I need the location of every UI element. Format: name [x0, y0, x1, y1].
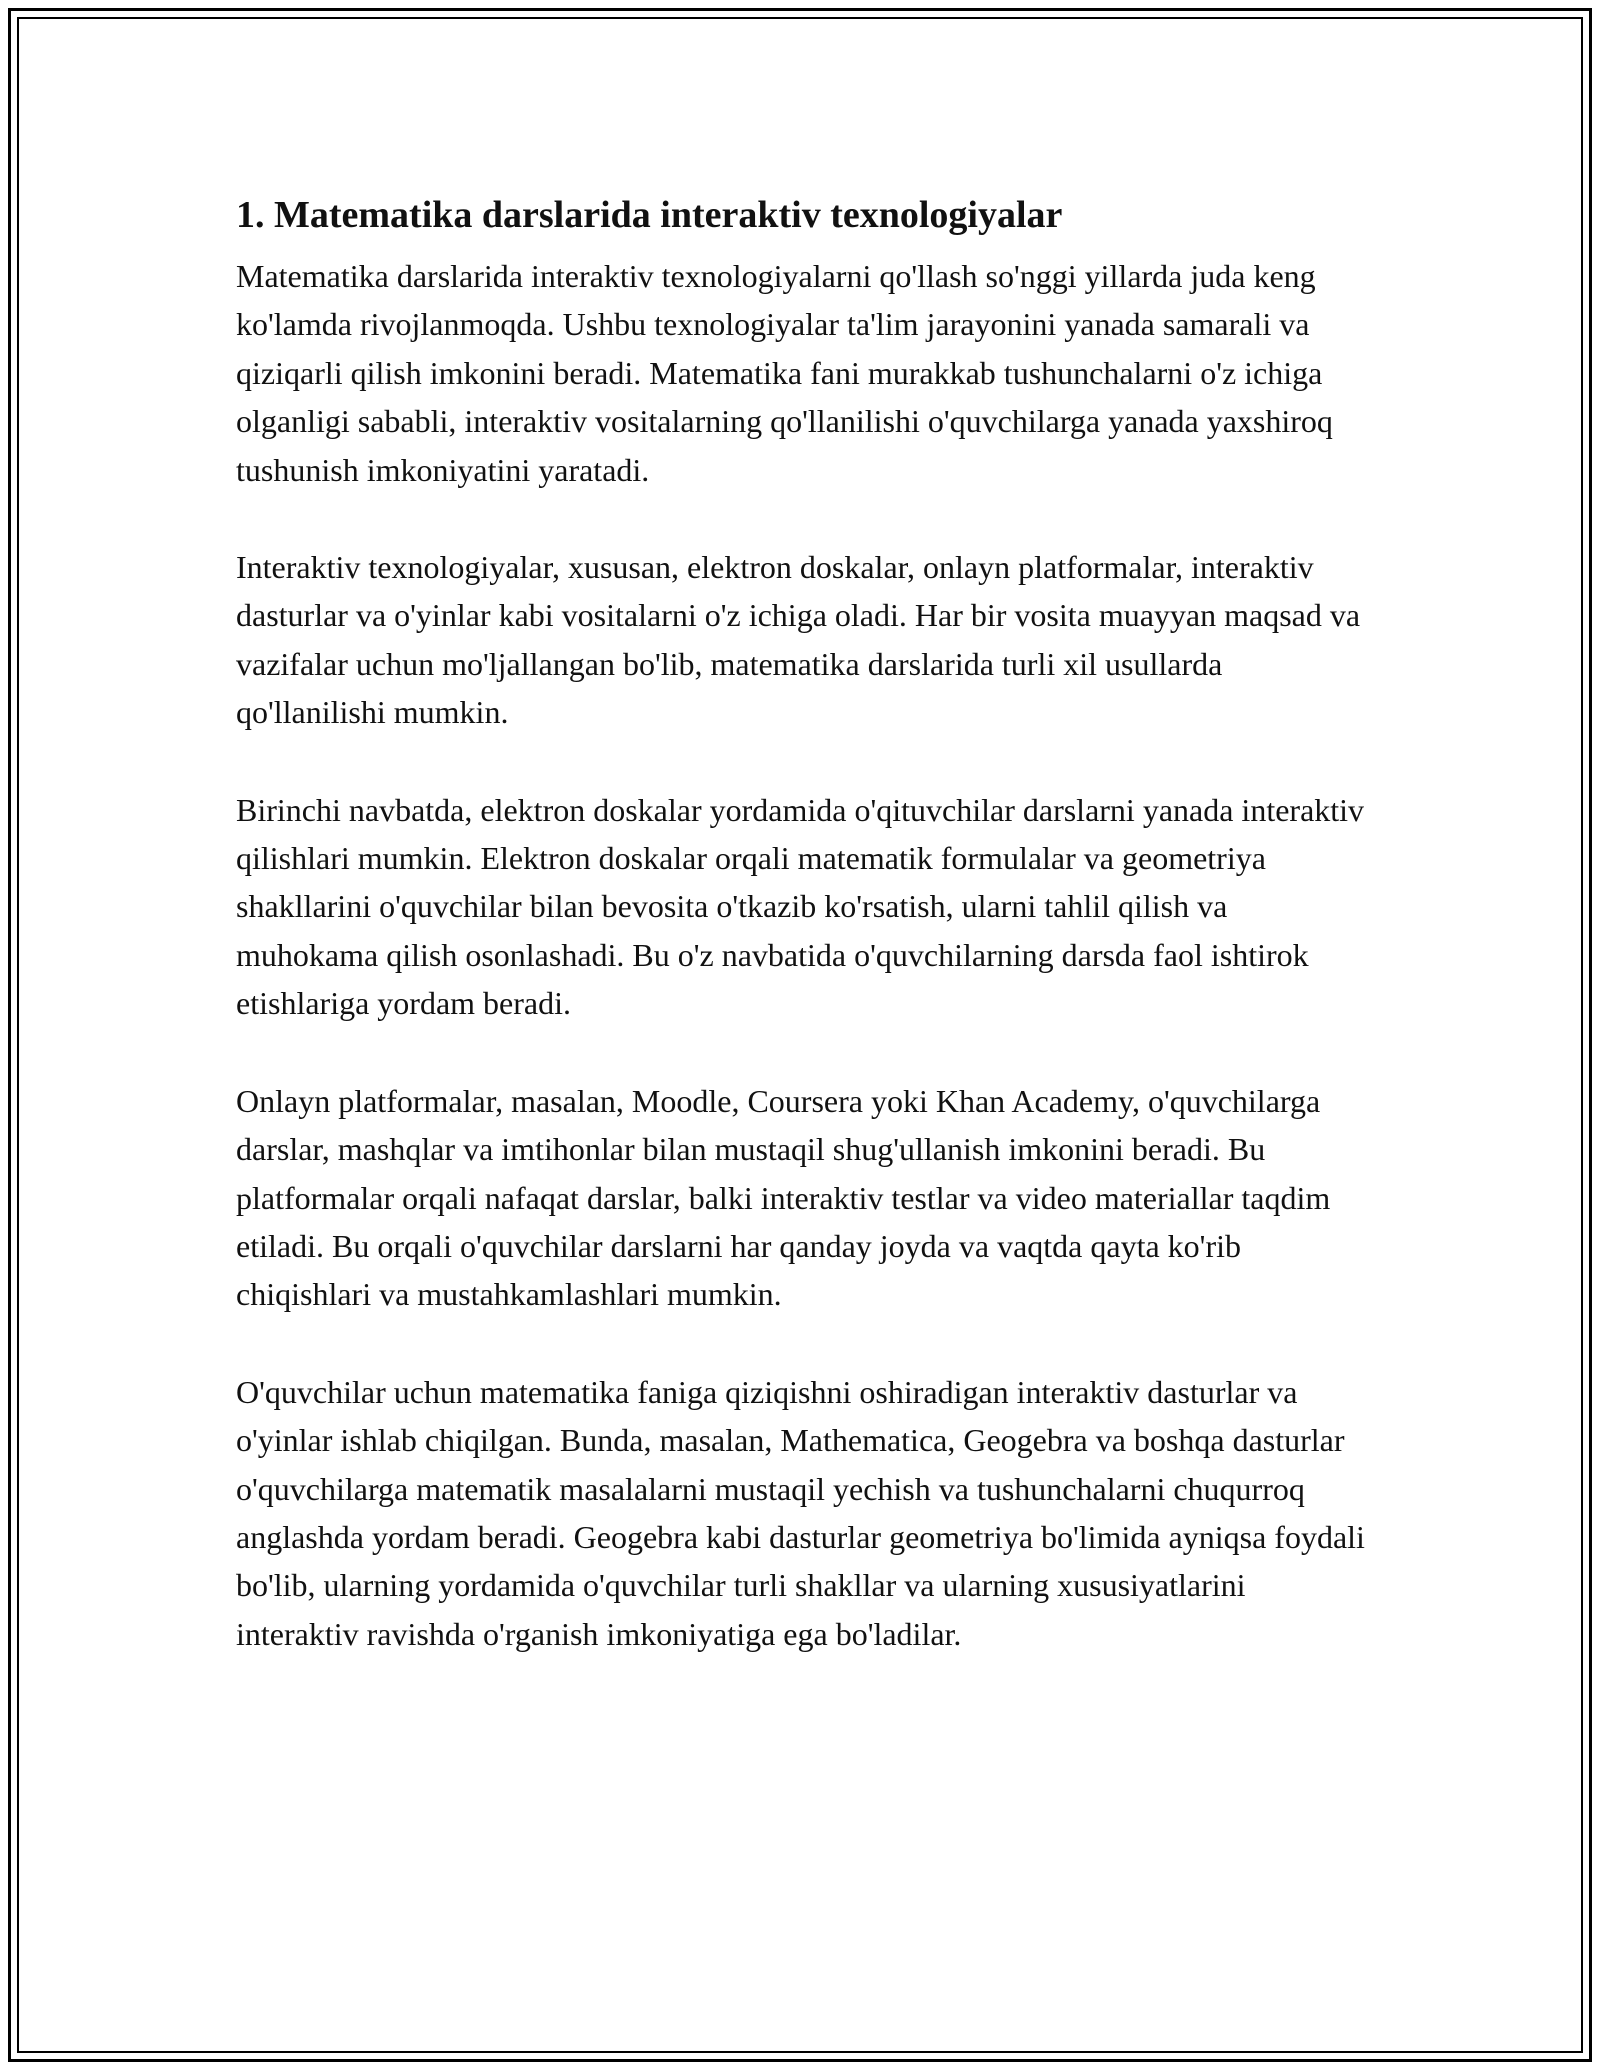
paragraph-4: Onlayn platformalar, masalan, Moodle, Coursera yoki Khan Academy, o'quvchilarga darslar, mashqlar va imtihonlar bilan mustaqil shug'ullanish imkonini beradi. Bu platformalar orqali nafaqat darslar, balki interaktiv testlar va video materiallar taqdim etiladi. Bu orqali o'quvchilar darslarni har qanday joyda va vaqtda qayta ko'rib chiqishlari va mustahkamlashlari mumkin.: [236, 1082, 1331, 1313]
section-heading: 1. Matematika darslarida interaktiv texnologiyalar: [236, 194, 1063, 236]
paragraph-2: Interaktiv texnologiyalar, xususan, elektron doskalar, onlayn platformalar, interaktiv dasturlar va o'yinlar kabi vositalarni o'z ichiga oladi. Har bir vosita muayyan maqsad va vazifalar uchun mo'ljallangan bo'lib, matematika darslarida turli xil usullarda qo'llanilishi mumkin.: [236, 549, 1361, 731]
paragraph-3: Birinchi navbatda, elektron doskalar yordamida o'qituvchilar darslarni yanada interaktiv qilishlari mumkin. Elektron doskalar orqali matematik formulalar va geometriya shakllarini o'quvchilar bilan bevosita o'tkazib ko'rsatish, ularni tahlil qilish va muhokama qilish osonlashadi. Bu o'z navbatida o'quvchilarning darsda faol ishtirok etishlariga yordam beradi.: [236, 791, 1365, 1022]
document-body: [236, 186, 1376, 1658]
paragraph-1: Matematika darslarida interaktiv texnologiyalarni qo'llash so'nggi yillarda juda keng ko'lamda rivojlanmoqda. Ushbu texnologiyalar ta'lim jarayonini yanada samarali va qiziqarli qilish imkonini beradi. Matematika fani murakkab tushunchalarni o'z ichiga olganligi sababli, interaktiv vositalarning qo'llanilishi o'quvchilarga yanada yaxshiroq tushunish imkoniyatini yaratadi.: [236, 258, 1333, 488]
paragraph-5: O'quvchilar uchun matematika faniga qiziqishni oshiradigan interaktiv dasturlar va o'yinlar ishlab chiqilgan. Bunda, masalan, Mathematica, Geogebra va boshqa dasturlar o'quvchilarga matematik masalalarni mustaqil yechish va tushunchalarni chuqurroq anglashda yordam beradi. Geogebra kabi dasturlar geometriya bo'limida ayniqsa foydali bo'lib, ularning yordamida o'quvchilar turli shakllar va ularning xususiyatlarini interaktiv ravishda o'rganish imkoniyatiga ega bo'ladilar.: [236, 1373, 1365, 1652]
